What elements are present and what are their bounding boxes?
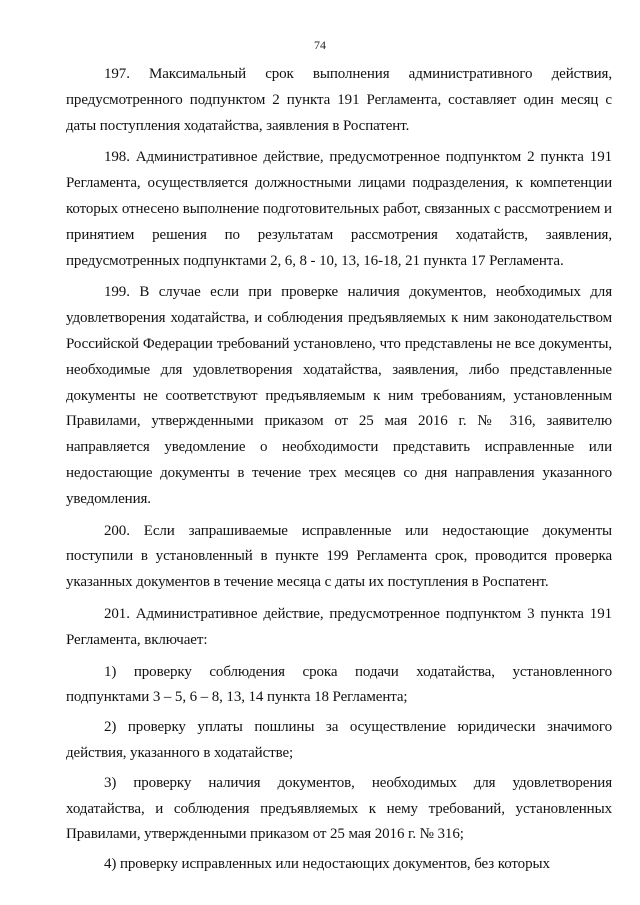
document-body — [66, 62, 612, 882]
list-item-2: 2) проверку уплаты пошлины за осуществление юридически значимого действия, указанного в ходатайстве; — [66, 719, 612, 761]
paragraph-197: 197. Максимальный срок выполнения административного действия, предусмотренного подпунктом 2 пункта 191 Регламента, составляет один месяц с даты поступления ходатайства, заявления в Роспатент. — [66, 66, 612, 134]
list-item-4: 4) проверку исправленных или недостающих документов, без которых — [104, 856, 550, 873]
paragraph-200: 200. Если запрашиваемые исправленные или недостающие документы поступили в установленный в пункте 199 Регламента срок, проводится проверка указанных документов в течение месяца с даты их поступления в Роспатент. — [66, 522, 612, 591]
page-number: 74 — [314, 38, 326, 52]
paragraph-201: 201. Административное действие, предусмотренное подпунктом 3 пункта 191 Регламента, включает: — [66, 605, 612, 648]
paragraph-198: 198. Административное действие, предусмотренное подпунктом 2 пункта 191 Регламента, осуществляется должностными лицами подразделения, к компетенции которых отнесено выполнение подготовительных работ, связанных с рассмотрением и принятием решения по результатам рассмотрения ходатайств, заявления, предусмотренных подпунктами 2, 6, 8 - 10, 13, 16-18, 21 пункта 17 Регламента. — [66, 149, 612, 269]
list-item-3: 3) проверку наличия документов, необходимых для удовлетворения ходатайства, и соблюдения предъявляемых к нему требований, установленных Правилами, утвержденными приказом от 25 мая 2016 г. № 316; — [66, 774, 612, 843]
paragraph-199: 199. В случае если при проверке наличия документов, необходимых для удовлетворения ходатайства, и соблюдения предъявляемых к ним законодательством Российской Федерации требований установлено, что представлены не все документы, необходимые для удовлетворения ходатайства, заявления, либо представленные документы не соответствуют предъявляемым к ним требованиям, установленным Правилами, утвержденными приказом от 25 мая 2016 г. № 316, заявителю направляется уведомление о необходимости представить исправленные или недостающие документы в течение трех месяцев со дня направления указанного уведомления. — [66, 284, 612, 507]
list-item-1: 1) проверку соблюдения срока подачи ходатайства, установленного подпунктами 3 – 5, 6 – 8, 13, 14 пункта 18 Регламента; — [66, 663, 612, 706]
